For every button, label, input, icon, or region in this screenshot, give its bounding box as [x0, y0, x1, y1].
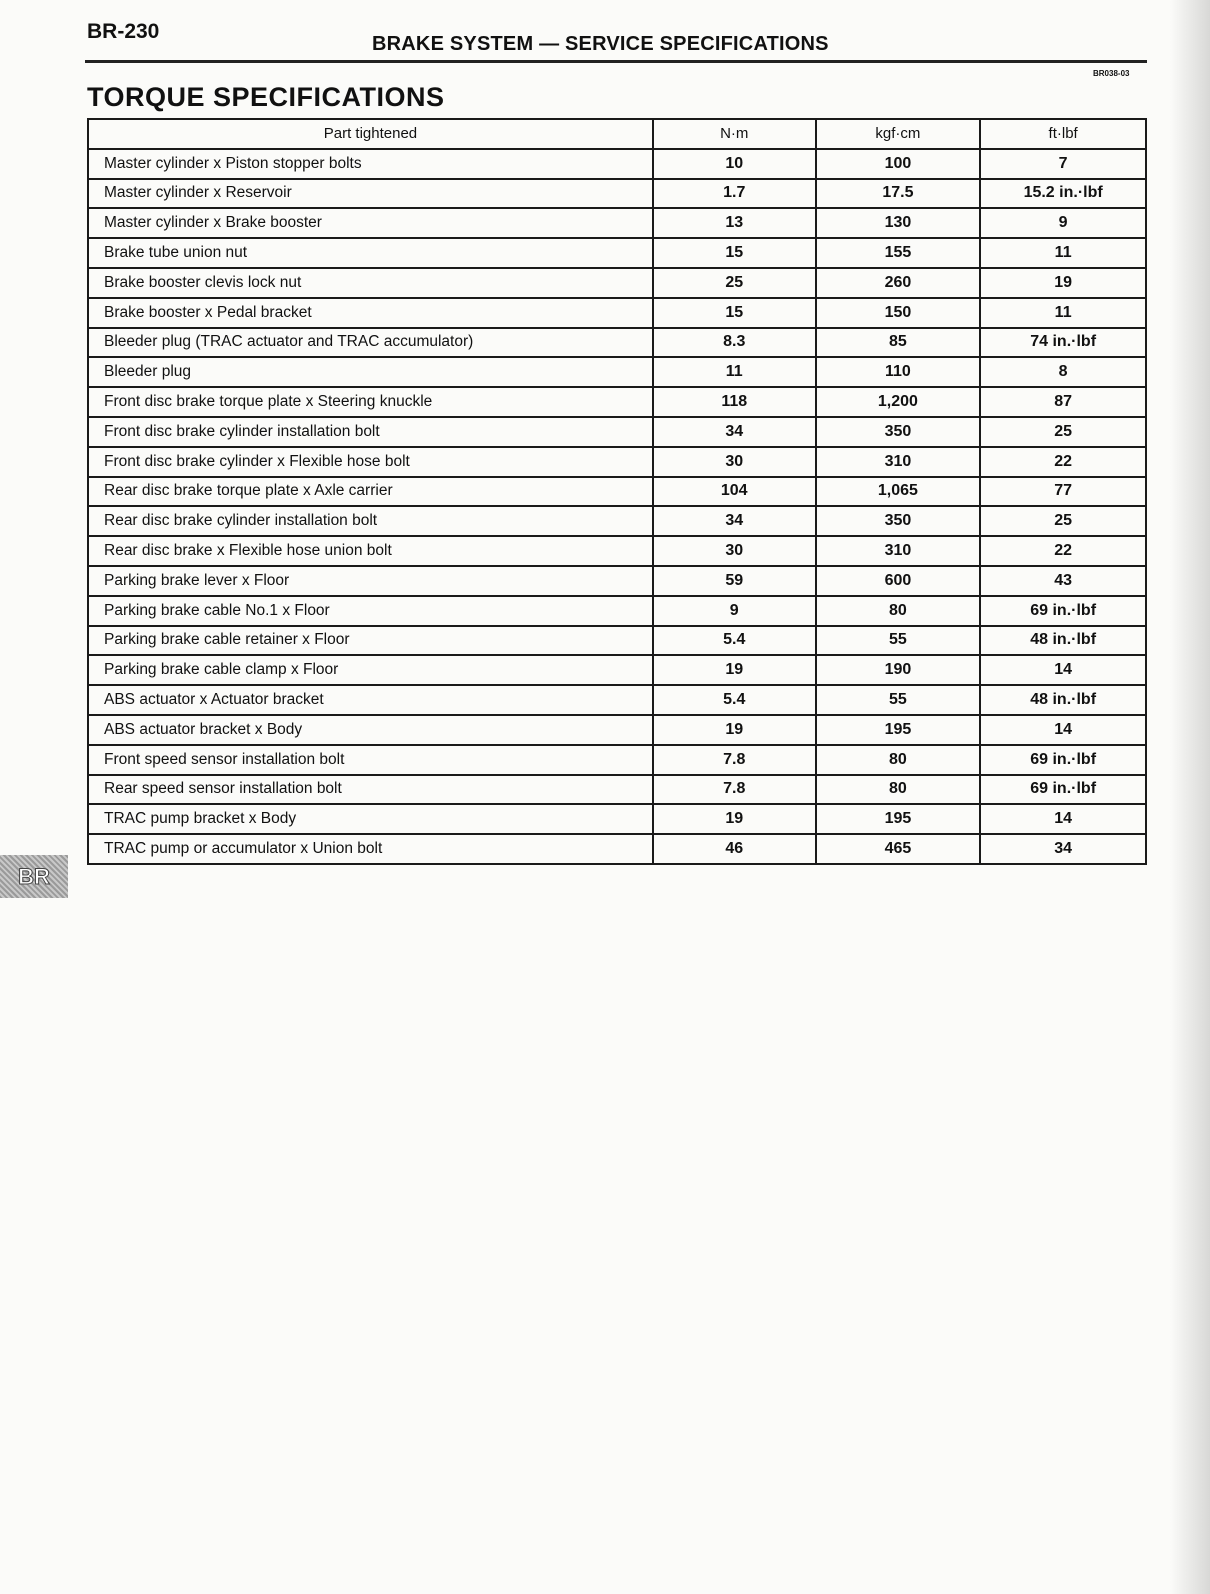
kgfcm-cell: 350: [816, 506, 981, 536]
ftlbf-cell: 74 in.·lbf: [980, 328, 1146, 358]
part-cell: Front disc brake cylinder x Flexible hose bolt: [88, 447, 653, 477]
part-cell: Brake tube union nut: [88, 238, 653, 268]
section-tab: [0, 855, 68, 898]
part-cell: Bleeder plug (TRAC actuator and TRAC accumulator): [88, 328, 653, 358]
kgfcm-cell: 155: [816, 238, 981, 268]
table-row: [88, 268, 1146, 298]
page-number: BR-230: [87, 20, 160, 43]
kgfcm-cell: 350: [816, 417, 981, 447]
ftlbf-cell: 48 in.·lbf: [980, 685, 1146, 715]
torque-spec-table: [87, 118, 1147, 865]
part-cell: Front disc brake cylinder installation bolt: [88, 417, 653, 447]
table-row: [88, 745, 1146, 775]
nm-cell: 30: [653, 536, 816, 566]
part-cell: Front speed sensor installation bolt: [88, 745, 653, 775]
ftlbf-cell: 25: [980, 506, 1146, 536]
ftlbf-cell: 11: [980, 298, 1146, 328]
section-tab-label: BR: [18, 863, 50, 889]
ftlbf-cell: 87: [980, 387, 1146, 417]
nm-cell: 5.4: [653, 685, 816, 715]
table-row: [88, 417, 1146, 447]
header-rule: [85, 60, 1147, 63]
part-cell: Brake booster x Pedal bracket: [88, 298, 653, 328]
kgfcm-cell: 130: [816, 208, 981, 238]
part-cell: Parking brake cable No.1 x Floor: [88, 596, 653, 626]
ftlbf-cell: 7: [980, 149, 1146, 179]
part-cell: Parking brake cable clamp x Floor: [88, 655, 653, 685]
table-row: [88, 685, 1146, 715]
table-row: [88, 149, 1146, 179]
kgfcm-cell: 80: [816, 775, 981, 805]
page-edge-shadow: [1170, 0, 1210, 1594]
nm-cell: 15: [653, 298, 816, 328]
kgfcm-cell: 55: [816, 626, 981, 656]
part-cell: TRAC pump bracket x Body: [88, 804, 653, 834]
table-row: [88, 208, 1146, 238]
nm-cell: 25: [653, 268, 816, 298]
nm-cell: 34: [653, 506, 816, 536]
table-header-row: [88, 119, 1146, 149]
table-row: [88, 506, 1146, 536]
ftlbf-cell: 69 in.·lbf: [980, 596, 1146, 626]
ftlbf-cell: 15.2 in.·lbf: [980, 179, 1146, 209]
ftlbf-cell: 22: [980, 447, 1146, 477]
nm-cell: 7.8: [653, 775, 816, 805]
kgfcm-cell: 310: [816, 536, 981, 566]
table-row: [88, 626, 1146, 656]
ftlbf-cell: 11: [980, 238, 1146, 268]
part-cell: Brake booster clevis lock nut: [88, 268, 653, 298]
nm-cell: 19: [653, 715, 816, 745]
kgfcm-cell: 55: [816, 685, 981, 715]
ftlbf-cell: 14: [980, 715, 1146, 745]
part-cell: Parking brake cable retainer x Floor: [88, 626, 653, 656]
part-cell: Rear disc brake cylinder installation bolt: [88, 506, 653, 536]
nm-cell: 15: [653, 238, 816, 268]
table-row: [88, 298, 1146, 328]
kgfcm-cell: 195: [816, 715, 981, 745]
table-row: [88, 566, 1146, 596]
kgfcm-cell: 465: [816, 834, 981, 864]
running-title: BRAKE SYSTEM — SERVICE SPECIFICATIONS: [372, 33, 829, 55]
ftlbf-cell: 19: [980, 268, 1146, 298]
part-cell: Bleeder plug: [88, 357, 653, 387]
nm-cell: 59: [653, 566, 816, 596]
kgfcm-cell: 1,065: [816, 477, 981, 507]
ftlbf-cell: 69 in.·lbf: [980, 775, 1146, 805]
section-title: TORQUE SPECIFICATIONS: [87, 82, 445, 112]
ftlbf-cell: 9: [980, 208, 1146, 238]
column-header-ftlbf: ft·lbf: [980, 119, 1146, 149]
part-cell: Rear disc brake torque plate x Axle carrier: [88, 477, 653, 507]
table-row: [88, 715, 1146, 745]
table-row: [88, 447, 1146, 477]
nm-cell: 8.3: [653, 328, 816, 358]
ftlbf-cell: 14: [980, 655, 1146, 685]
nm-cell: 11: [653, 357, 816, 387]
kgfcm-cell: 260: [816, 268, 981, 298]
ftlbf-cell: 43: [980, 566, 1146, 596]
kgfcm-cell: 85: [816, 328, 981, 358]
table-row: [88, 328, 1146, 358]
kgfcm-cell: 17.5: [816, 179, 981, 209]
nm-cell: 34: [653, 417, 816, 447]
table-row: [88, 357, 1146, 387]
kgfcm-cell: 80: [816, 745, 981, 775]
part-cell: Parking brake lever x Floor: [88, 566, 653, 596]
table-row: [88, 387, 1146, 417]
part-cell: Rear speed sensor installation bolt: [88, 775, 653, 805]
ftlbf-cell: 14: [980, 804, 1146, 834]
kgfcm-cell: 110: [816, 357, 981, 387]
nm-cell: 46: [653, 834, 816, 864]
part-cell: Master cylinder x Piston stopper bolts: [88, 149, 653, 179]
table-row: [88, 775, 1146, 805]
nm-cell: 10: [653, 149, 816, 179]
nm-cell: 5.4: [653, 626, 816, 656]
ftlbf-cell: 69 in.·lbf: [980, 745, 1146, 775]
part-cell: Master cylinder x Reservoir: [88, 179, 653, 209]
table-row: [88, 655, 1146, 685]
table-row: [88, 179, 1146, 209]
part-cell: Front disc brake torque plate x Steering knuckle: [88, 387, 653, 417]
part-cell: TRAC pump or accumulator x Union bolt: [88, 834, 653, 864]
nm-cell: 7.8: [653, 745, 816, 775]
ftlbf-cell: 77: [980, 477, 1146, 507]
table-row: [88, 596, 1146, 626]
part-cell: Master cylinder x Brake booster: [88, 208, 653, 238]
nm-cell: 9: [653, 596, 816, 626]
ftlbf-cell: 25: [980, 417, 1146, 447]
kgfcm-cell: 1,200: [816, 387, 981, 417]
kgfcm-cell: 190: [816, 655, 981, 685]
nm-cell: 1.7: [653, 179, 816, 209]
nm-cell: 104: [653, 477, 816, 507]
nm-cell: 13: [653, 208, 816, 238]
table-row: [88, 834, 1146, 864]
ftlbf-cell: 22: [980, 536, 1146, 566]
column-header-kgfcm: kgf·cm: [816, 119, 981, 149]
reference-code: BR038-03: [1093, 69, 1130, 78]
table-row: [88, 536, 1146, 566]
kgfcm-cell: 80: [816, 596, 981, 626]
kgfcm-cell: 310: [816, 447, 981, 477]
kgfcm-cell: 150: [816, 298, 981, 328]
part-cell: Rear disc brake x Flexible hose union bolt: [88, 536, 653, 566]
ftlbf-cell: 34: [980, 834, 1146, 864]
table-row: [88, 804, 1146, 834]
column-header-nm: N·m: [653, 119, 816, 149]
nm-cell: 30: [653, 447, 816, 477]
part-cell: ABS actuator bracket x Body: [88, 715, 653, 745]
table-row: [88, 477, 1146, 507]
kgfcm-cell: 195: [816, 804, 981, 834]
table-row: [88, 238, 1146, 268]
nm-cell: 118: [653, 387, 816, 417]
kgfcm-cell: 600: [816, 566, 981, 596]
nm-cell: 19: [653, 804, 816, 834]
kgfcm-cell: 100: [816, 149, 981, 179]
nm-cell: 19: [653, 655, 816, 685]
part-cell: ABS actuator x Actuator bracket: [88, 685, 653, 715]
ftlbf-cell: 8: [980, 357, 1146, 387]
ftlbf-cell: 48 in.·lbf: [980, 626, 1146, 656]
column-header-part: Part tightened: [88, 119, 653, 149]
